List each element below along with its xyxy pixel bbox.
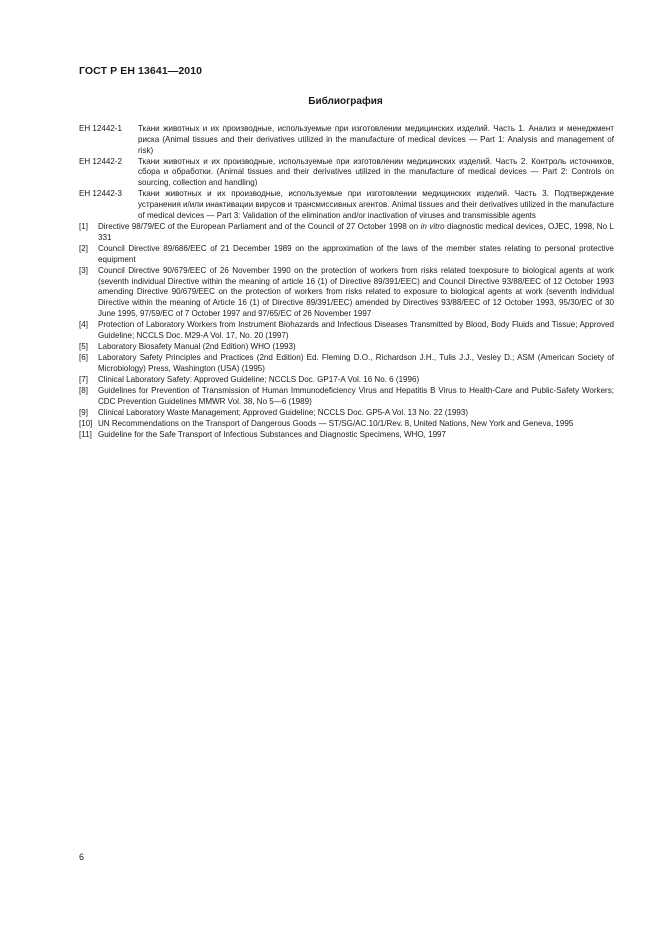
entry-number: [4] — [79, 320, 88, 330]
standard-entry — [79, 189, 614, 221]
entry-text: Council Directive 90/679/EEC of 26 November 1990 on the protection of workers from risks related toexposure to biological agents at work (seventh individual Directive within the meaning of article 16 (1) of Directive 89/391/EEC) and Council Directive 93/88/EEC of 12 October 1993 amending Directive 90/679/EEC on the protection of workers from risks related to exposure to biological agents at work (seventh individual Directive within the meaning of Article 16 (1) of Directive 89/391/EEC) amended by Directives 93/88/EEC of 12 October 1993, 95/30/EC of 30 June 1995, 97/59/EC of 7 October 1997 and 97/65/EC of 26 November 1997 — [98, 265, 614, 319]
reference-entry — [79, 353, 614, 375]
entry-text: Protection of Laboratory Workers from Instrument Biohazards and Infectious Diseases Transmitted by Blood, Body Fluids and Tissue; Approved Guideline; NCCLS Doc. M29-A Vol. 17, No. 20 (1997) — [98, 320, 614, 340]
document-code: ГОСТ Р ЕН 13641—2010 — [79, 65, 203, 77]
reference-entry — [79, 266, 614, 320]
entry-text: Laboratory Biosafety Manual (2nd Edition) WHO (1993) — [98, 342, 296, 352]
entry-text: Laboratory Safety Principles and Practices (2nd Edition) Ed. Fleming D.O., Richardson J.H., Tulis J.J., Vesley D.; ASM (American Society of Microbiology) Press, Washington (USA) (1995) — [98, 353, 614, 373]
entry-text: Council Directive 89/686/EEC of 21 December 1989 on the approximation of the laws of the member states relating to personal protective equipment — [98, 243, 614, 264]
entry-text: Clinical Laboratory Safety: Approved Guideline; NCCLS Doc. GP17-A Vol. 16 No. 6 (1996) — [98, 375, 420, 384]
reference-entry — [79, 408, 614, 419]
entry-number: [11] — [79, 430, 92, 440]
entry-text: Ткани животных и их производные, используемые при изготовлении медицинских изделий. Часть 2. Контроль источников, сбора и обработки. (Animal tissues and their derivatives utilized in the manufacture of medical devices — Part 2: Controls on sourcing, collection and handling) — [138, 156, 614, 188]
bibliography-title: Библиография — [308, 96, 383, 107]
entry-number: [1] — [79, 222, 88, 232]
page-number: 6 — [79, 852, 85, 862]
entry-number: [7] — [79, 375, 88, 384]
entry-number: ЕН 12442-1 — [79, 124, 122, 133]
entry-number: [6] — [79, 353, 88, 363]
entry-number: ЕН 12442-3 — [79, 189, 122, 199]
reference-entry — [79, 320, 614, 342]
reference-entry — [79, 342, 614, 353]
italic-term: in vitro — [420, 222, 445, 232]
bibliography-list — [79, 124, 614, 441]
entry-number: [10] — [79, 419, 93, 429]
entry-number: [9] — [79, 407, 88, 417]
entry-number: [2] — [79, 243, 88, 253]
reference-entry — [79, 386, 614, 408]
entry-number: [8] — [79, 386, 88, 396]
standard-entry — [79, 157, 614, 189]
entry-text: Guidelines for Prevention of Transmission of Human Immunodeficiency Virus and Hepatitis B Virus to Health-Care and Public-Safety Workers; CDC Prevention Guidelines MMWR Vol. 38, No 5—6 (1989) — [98, 386, 614, 406]
reference-entry — [79, 430, 614, 441]
reference-entry — [79, 375, 614, 386]
reference-entry — [79, 222, 614, 244]
reference-entry — [79, 244, 614, 266]
reference-entry — [79, 419, 614, 430]
entry-text: Clinical Laboratory Waste Management; Approved Guideline; NCCLS Doc. GP5-A Vol. 13 No. 22 (1993) — [98, 407, 469, 417]
entry-number: [3] — [79, 265, 88, 275]
entry-text: Directive 98/79/EC of the European Parliament and of the Council of 27 October 1998 on in vitro diagnostic medical devices, OJEC, 1998, No L 331 — [98, 222, 614, 242]
entry-number: [5] — [79, 342, 88, 352]
entry-number: ЕН 12442-2 — [79, 156, 122, 166]
entry-text: UN Recommendations on the Transport of Dangerous Goods — ST/SG/AC.10/1/Rev. 8, United Nations, New York and Geneva, 1995 — [98, 419, 574, 429]
entry-text: Guideline for the Safe Transport of Infectious Substances and Diagnostic Specimens, WHO, 1997 — [98, 430, 446, 440]
entry-text: Ткани животных и их производные, используемые при изготовлении медицинских изделий. Часть 1. Анализ и менеджмент риска (Animal tissues and their derivatives utilized in the manufacture of medical devices — Part 1: Analysis and management of risk) — [138, 124, 614, 155]
entry-text: Ткани животных и их производные, используемые при изготовлении медицинских изделий. Часть 3. Подтверждение устранения и/или инактивации вирусов и трансмиссивных агентов. Animal tissues and their derivatives utilized in the manufacture of medical devices — Part 3: Validation of the elimination and/or inactivation of viruses and transmissible agents — [138, 189, 615, 220]
standard-entry — [79, 124, 614, 156]
